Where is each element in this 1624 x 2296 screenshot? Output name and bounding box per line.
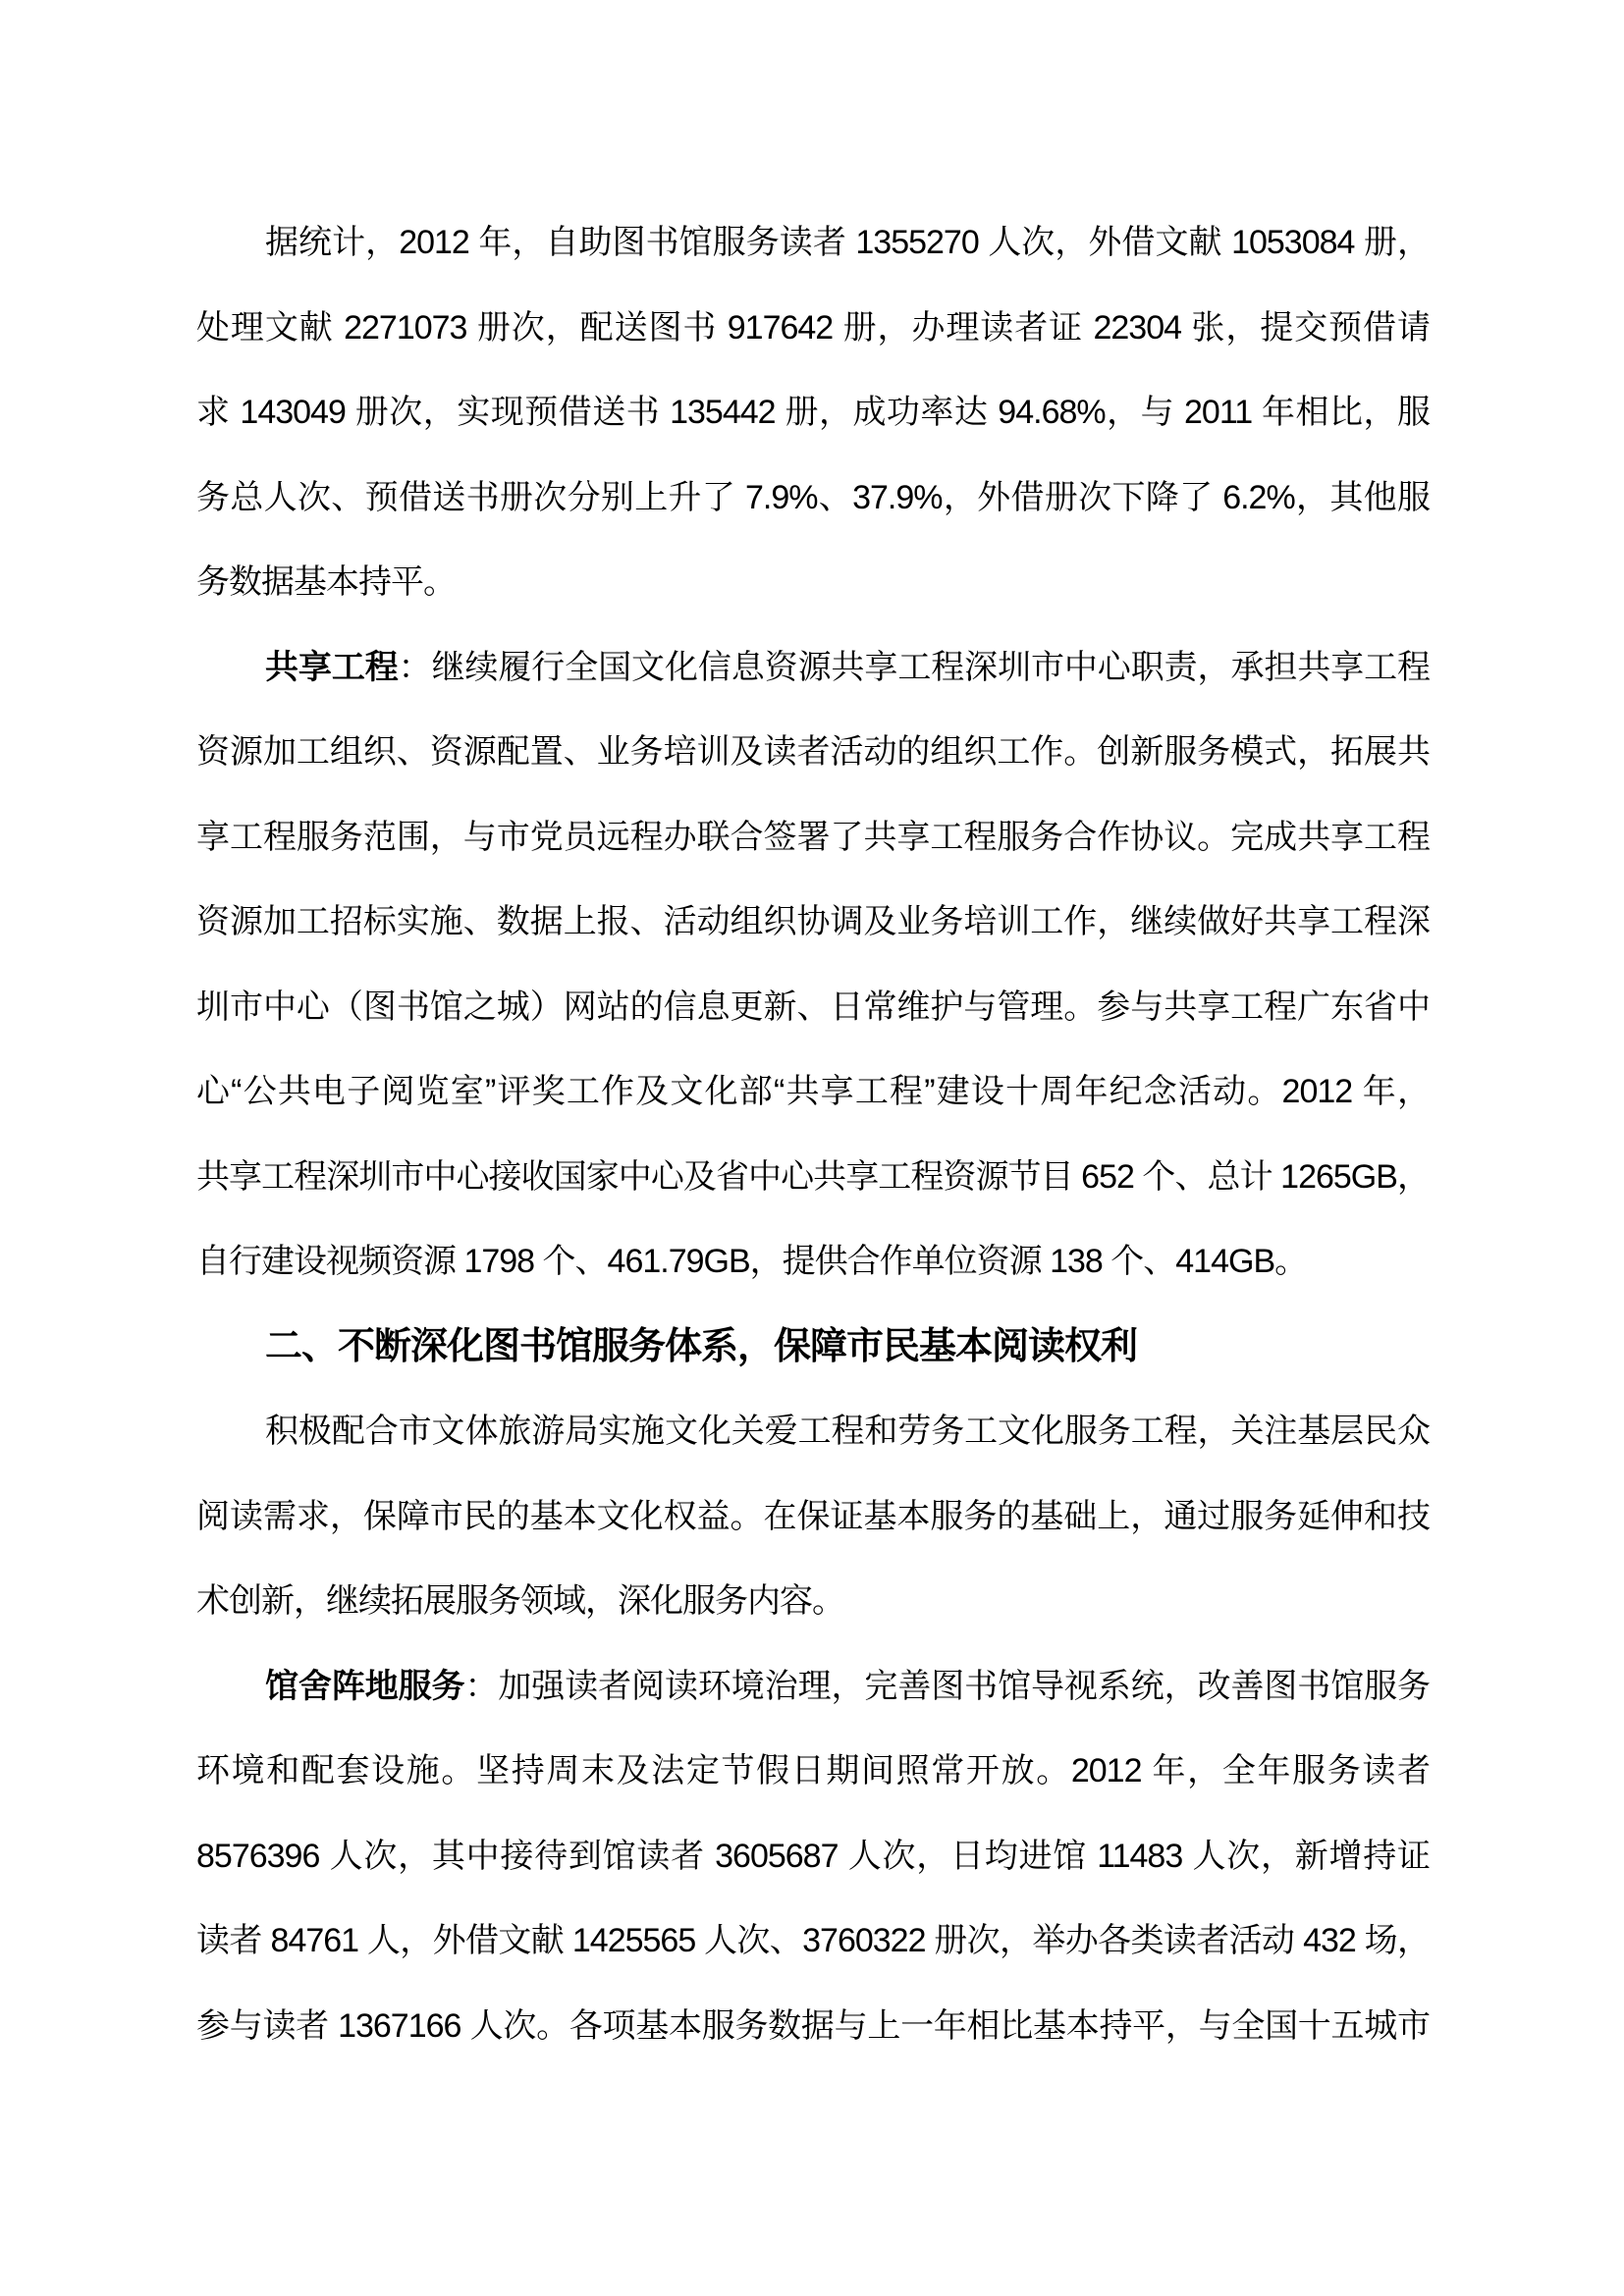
body-text-line [196,965,1430,1050]
bold-text-run: 馆舍阵地服务 [265,1667,465,1705]
text-run: 阅读需求，保障市民的基本文化权益。在保证基本服务的基础上，通过服务延伸和技 [196,1497,1430,1535]
body-text-line [196,710,1430,795]
text-run: 务总人次、预借送书册次分别上升了 7.9%、37.9%，外借册次下降了 6.2%，其他服 [196,478,1430,516]
text-run: 8576396 人次，其中接待到馆读者 3605687 人次，日均进馆 11483 人次，新增持证 [196,1837,1430,1875]
body-text-line [196,370,1430,455]
body-text-line [196,880,1430,965]
text-run: 据统计，2012 年，自助图书馆服务读者 1355270 人次，外借文献 1053084 册， [265,224,1430,261]
body-text-line [196,625,1430,711]
body-text-line [196,795,1430,881]
body-text-line [196,1559,1430,1644]
text-run: 读者 84761 人，外借文献 1425565 人次、3760322 册次，举办各类读者活动 432 场， [196,1922,1430,1959]
text-run: ：加强读者阅读环境治理，完善图书馆导视系统，改善图书馆服务 [464,1667,1431,1705]
bold-text-run: 二、不断深化图书馆服务体系，保障市民基本阅读权利 [265,1325,1138,1367]
body-text-line [196,200,1430,286]
text-run: 心“公共电子阅览室”评奖工作及文化部“共享工程”建设十周年纪念活动。2012 年， [196,1073,1430,1110]
body-text-line [196,1135,1430,1220]
body-text-line [196,1898,1430,1984]
body-text-line [196,455,1430,541]
text-run: 处理文献 2271073 册次，配送图书 917642 册，办理读者证 22304 张，提交预借请 [196,308,1430,347]
section-heading [196,1305,1430,1390]
text-run: 享工程服务范围，与市党员远程办联合签署了共享工程服务合作协议。完成共享工程 [196,818,1430,856]
body-text-line [196,1984,1430,2069]
bold-text-run: 共享工程 [265,648,399,686]
text-run: 参与读者 1367166 人次。各项基本服务数据与上一年相比基本持平，与全国十五城市 [196,2006,1430,2045]
text-run: 资源加工组织、资源配置、业务培训及读者活动的组织工作。创新服务模式，拓展共 [196,733,1430,771]
body-text-line [196,1729,1430,1814]
text-run: ：继续履行全国文化信息资源共享工程深圳市中心职责，承担共享工程 [398,648,1431,686]
text-run: 圳市中心（图书馆之城）网站的信息更新、日常维护与管理。参与共享工程广东省中 [196,988,1430,1026]
text-run: 环境和配套设施。坚持周末及法定节假日期间照常开放。2012 年，全年服务读者 [196,1752,1430,1789]
document-content [196,200,1430,2068]
body-text-line [196,1389,1430,1474]
body-text-line [196,540,1430,625]
text-run: 术创新，继续拓展服务领域，深化服务内容。 [196,1582,844,1620]
text-run: 务数据基本持平。 [196,563,456,601]
body-text-line [196,286,1430,371]
body-text-line [196,1474,1430,1560]
text-run: 资源加工招标实施、数据上报、活动组织协调及业务培训工作，继续做好共享工程深 [196,903,1430,940]
body-text-line [196,1049,1430,1135]
text-run: 共享工程深圳市中心接收国家中心及省中心共享工程资源节目 652 个、总计 1265GB， [196,1157,1430,1196]
body-text-line [196,1814,1430,1899]
text-run: 积极配合市文体旅游局实施文化关爱工程和劳务工文化服务工程，关注基层民众 [265,1413,1430,1450]
text-run: 自行建设视频资源 1798 个、461.79GB，提供合作单位资源 138 个、414GB。 [196,1243,1308,1280]
text-run: 求 143049 册次，实现预借送书 135442 册，成功率达 94.68%，与 2011 年相比，服 [196,394,1430,431]
body-text-line [196,1644,1430,1730]
body-text-line [196,1219,1430,1305]
